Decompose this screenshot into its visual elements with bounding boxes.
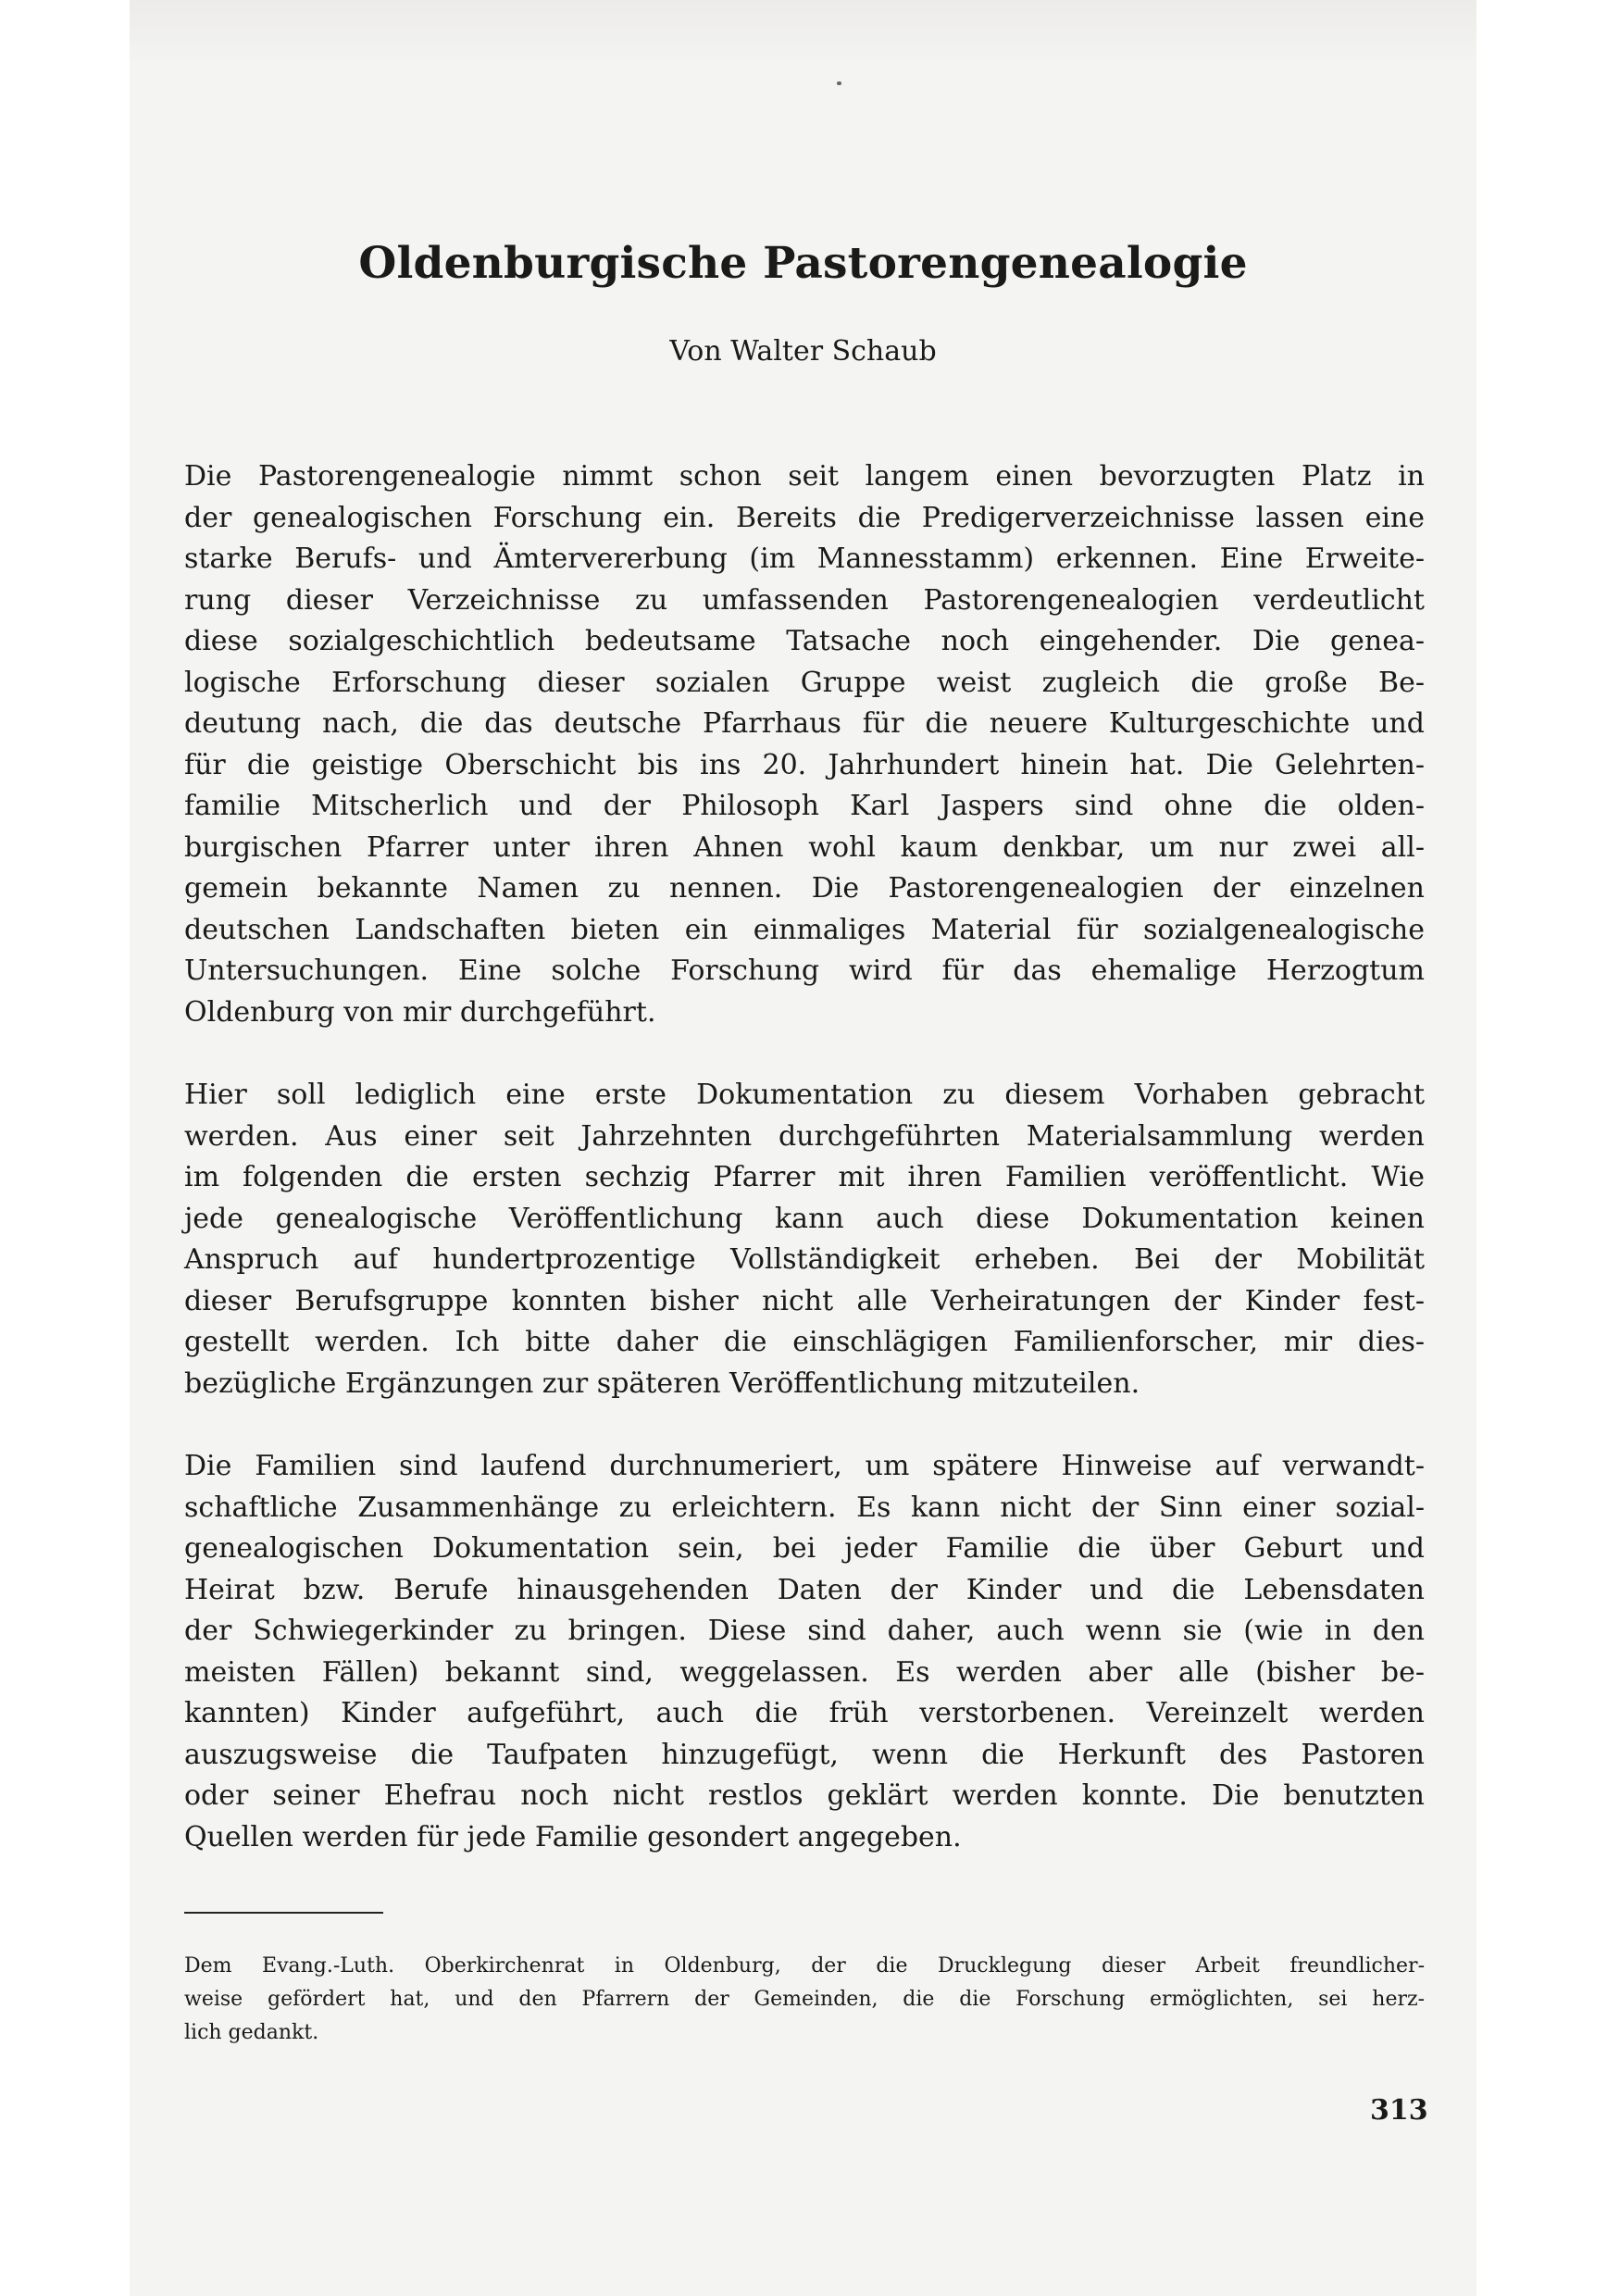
text-line: Anspruch auf hundertprozentige Vollständigkeit erheben. Bei der Mobilität <box>184 1243 1425 1276</box>
scan-speck <box>837 81 841 85</box>
text-line: werden. Aus einer seit Jahrzehnten durchgeführten Materialsammlung werden <box>184 1119 1425 1153</box>
footnote-line: Dem Evang.-Luth. Oberkirchenrat in Oldenburg, der die Drucklegung dieser Arbeit freundlicher- <box>184 1954 1425 1978</box>
paragraph-3 <box>184 1446 1425 1858</box>
text-line: schaftliche Zusammenhänge zu erleichtern. Es kann nicht der Sinn einer sozial- <box>184 1491 1425 1524</box>
text-line: meisten Fällen) bekannt sind, weggelassen. Es werden aber alle (bisher be- <box>184 1655 1425 1689</box>
text-line: jede genealogische Veröffentlichung kann auch diese Dokumentation keinen <box>184 1202 1425 1235</box>
text-line: familie Mitscherlich und der Philosoph Karl Jaspers sind ohne die olden- <box>184 790 1425 822</box>
text-line: genealogischen Dokumentation sein, bei jeder Familie die über Geburt und <box>184 1532 1425 1565</box>
text-line: Die Pastorengenealogie nimmt schon seit langem einen bevorzugten Platz in <box>184 460 1425 493</box>
paragraph-2 <box>184 1075 1425 1404</box>
text-line: gemein bekannte Namen zu nennen. Die Pastorengenealogien der einzelnen <box>184 872 1425 905</box>
footnote-line: lich gedankt. <box>184 2021 319 2044</box>
text-line: gestellt werden. Ich bitte daher die einschlägigen Familienforscher, mir dies- <box>184 1326 1425 1358</box>
article-body <box>184 456 1425 1900</box>
text-line: der genealogischen Forschung ein. Bereits die Predigerverzeichnisse lassen eine <box>184 501 1425 534</box>
text-line: logische Erforschung dieser sozialen Gruppe weist zugleich die große Be- <box>184 666 1425 699</box>
text-line: im folgenden die ersten sechzig Pfarrer mit ihren Familien veröffentlicht. Wie <box>184 1161 1425 1193</box>
article-title: Oldenburgische Pastorengenealogie <box>358 238 1248 289</box>
footnote <box>184 1950 1425 2050</box>
text-line: starke Berufs- und Ämtervererbung (im Mannesstamm) erkennen. Eine Erweite- <box>184 543 1425 575</box>
text-line: diese sozialgeschichtlich bedeutsame Tatsache noch eingehender. Die genea- <box>184 625 1425 657</box>
text-line: oder seiner Ehefrau noch nicht restlos geklärt werden konnte. Die benutzten <box>184 1779 1425 1812</box>
page-top-shading <box>130 0 1476 65</box>
text-line: dieser Berufsgruppe konnten bisher nicht alle Verheiratungen der Kinder fest- <box>184 1284 1425 1317</box>
text-line: Die Familien sind laufend durchnumeriert, um spätere Hinweise auf verwandt- <box>184 1450 1425 1482</box>
footnote-separator <box>184 1912 383 1914</box>
text-line: Heirat bzw. Berufe hinausgehenden Daten der Kinder und die Lebensdaten <box>184 1573 1425 1606</box>
paragraph-1 <box>184 456 1425 1033</box>
text-line: deutschen Landschaften bieten ein einmaliges Material für sozialgenealogische <box>184 913 1425 946</box>
text-line: Oldenburg von mir durchgeführt. <box>184 995 656 1029</box>
text-line: rung dieser Verzeichnisse zu umfassenden Pastorengenealogien verdeutlicht <box>184 583 1425 617</box>
text-line: burgischen Pfarrer unter ihren Ahnen wohl kaum denkbar, um nur zwei all- <box>184 830 1425 864</box>
text-line: kannten) Kinder aufgeführt, auch die früh verstorbenen. Vereinzelt werden <box>184 1697 1425 1729</box>
text-line: Quellen werden für jede Familie gesondert angegeben. <box>184 1820 962 1853</box>
text-line: auszugsweise die Taufpaten hinzugefügt, wenn die Herkunft des Pastoren <box>184 1738 1425 1771</box>
text-line: Hier soll lediglich eine erste Dokumentation zu diesem Vorhaben gebracht <box>184 1079 1425 1111</box>
footnote-line: weise gefördert hat, und den Pfarrern der Gemeinden, die die Forschung ermöglichten, sei herz- <box>184 1988 1425 2011</box>
text-line: der Schwiegerkinder zu bringen. Diese sind daher, auch wenn sie (wie in den <box>184 1615 1425 1647</box>
article-author: Von Walter Schaub <box>669 335 937 368</box>
text-line: bezügliche Ergänzungen zur späteren Veröffentlichung mitzuteilen. <box>184 1366 1140 1400</box>
page-number: 313 <box>1370 2094 1428 2127</box>
text-line: Untersuchungen. Eine solche Forschung wird für das ehemalige Herzogtum <box>184 955 1425 987</box>
text-line: deutung nach, die das deutsche Pfarrhaus für die neuere Kulturgeschichte und <box>184 707 1425 740</box>
text-line: für die geistige Oberschicht bis ins 20. Jahrhundert hinein hat. Die Gelehrten- <box>184 748 1425 781</box>
